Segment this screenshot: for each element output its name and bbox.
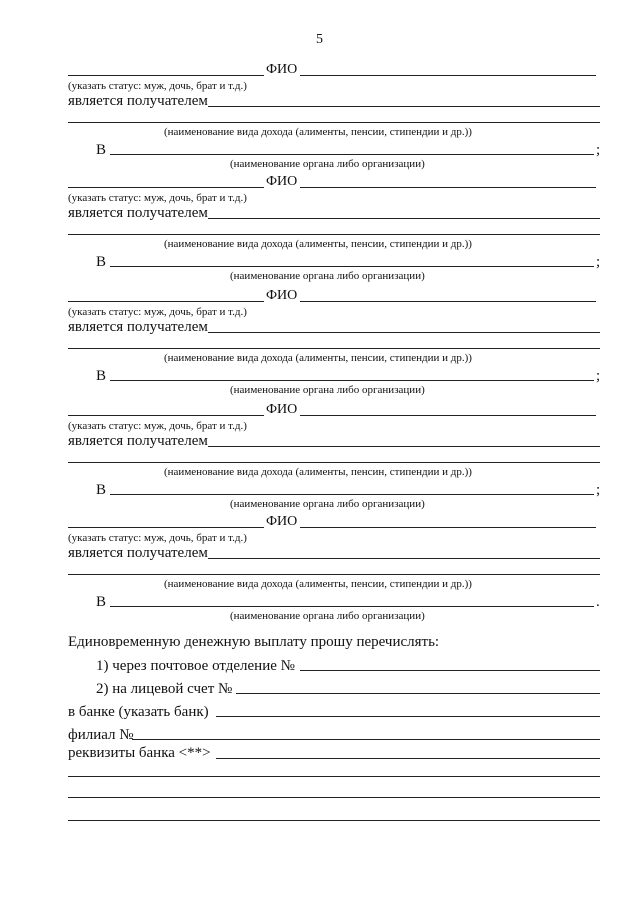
recipient-label: является получателем [68,93,208,109]
bank-label: в банке (указать банк) [68,704,209,720]
account-label: 2) на лицевой счет № [96,681,233,697]
income-field[interactable] [208,332,600,333]
line-end-mark: . [596,594,600,610]
income-hint: (наименование вида дохода (алименты, пенсии, стипендии и др.)) [164,126,472,138]
organization-hint: (наименование органа либо организации) [230,384,425,396]
requisites-field[interactable] [216,758,600,759]
income-field[interactable] [208,446,600,447]
payment-intro: Единовременную денежную выплату прошу перечислять: [68,634,440,650]
fio-field[interactable] [300,527,596,528]
page-number: 5 [316,32,323,47]
fio-field[interactable] [300,415,596,416]
recipient-label: является получателем [68,545,208,561]
income-hint: (наименование вида дохода (алименты, пенсии, стипендии и др.)) [164,352,472,364]
line-end-mark: ; [596,254,601,270]
income-field[interactable] [208,106,600,107]
income-field-continued[interactable] [68,462,600,463]
bank-field[interactable] [216,716,600,717]
post-office-label: 1) через почтовое отделение № [96,658,295,674]
fio-label: ФИО [266,402,298,417]
organization-field[interactable] [110,494,594,495]
recipient-label: является получателем [68,205,208,221]
v-label: В [96,368,107,384]
income-hint: (наименование вида дохода (алименты, пенсии, стипендии и др.)) [164,238,472,250]
fio-label: ФИО [266,288,298,303]
status-field[interactable] [68,415,264,416]
status-hint: (указать статус: муж, дочь, брат и т.д.) [68,306,247,318]
organization-hint: (наименование органа либо организации) [230,610,425,622]
income-field-continued[interactable] [68,122,600,123]
requisites-extra-line-1[interactable] [68,776,600,777]
organization-hint: (наименование органа либо организации) [230,498,425,510]
fio-field[interactable] [300,301,596,302]
requisites-extra-line-3[interactable] [68,820,600,821]
status-field[interactable] [68,75,264,76]
status-hint: (указать статус: муж, дочь, брат и т.д.) [68,420,247,432]
income-field[interactable] [208,218,600,219]
organization-hint: (наименование органа либо организации) [230,158,425,170]
v-label: В [96,254,107,270]
recipient-label: является получателем [68,319,208,335]
line-end-mark: ; [596,482,601,498]
fio-label: ФИО [266,62,298,77]
organization-field[interactable] [110,266,594,267]
fio-field[interactable] [300,187,596,188]
requisites-label: реквизиты банка <**> [68,745,211,761]
line-end-mark: ; [596,142,601,158]
recipient-label: является получателем [68,433,208,449]
v-label: В [96,482,107,498]
status-field[interactable] [68,187,264,188]
fio-label: ФИО [266,174,298,189]
account-field[interactable] [236,693,600,694]
income-hint: (наименование вида дохода (алименты, пенсии, стипендии и др.)) [164,578,472,590]
line-end-mark: ; [596,368,601,384]
status-field[interactable] [68,301,264,302]
income-hint: (наименование вида дохода (алименты, пенсин, стипендии и др.)) [164,466,472,478]
status-field[interactable] [68,527,264,528]
fio-label: ФИО [266,514,298,529]
branch-label: филиал № [68,727,134,743]
v-label: В [96,594,107,610]
status-hint: (указать статус: муж, дочь, брат и т.д.) [68,532,247,544]
income-field-continued[interactable] [68,234,600,235]
income-field-continued[interactable] [68,348,600,349]
status-hint: (указать статус: муж, дочь, брат и т.д.) [68,192,247,204]
branch-field[interactable] [132,739,600,740]
requisites-extra-line-2[interactable] [68,797,600,798]
income-field-continued[interactable] [68,574,600,575]
organization-field[interactable] [110,154,594,155]
organization-field[interactable] [110,380,594,381]
v-label: В [96,142,107,158]
organization-hint: (наименование органа либо организации) [230,270,425,282]
fio-field[interactable] [300,75,596,76]
organization-field[interactable] [110,606,594,607]
income-field[interactable] [208,558,600,559]
status-hint: (указать статус: муж, дочь, брат и т.д.) [68,80,247,92]
post-office-field[interactable] [300,670,600,671]
